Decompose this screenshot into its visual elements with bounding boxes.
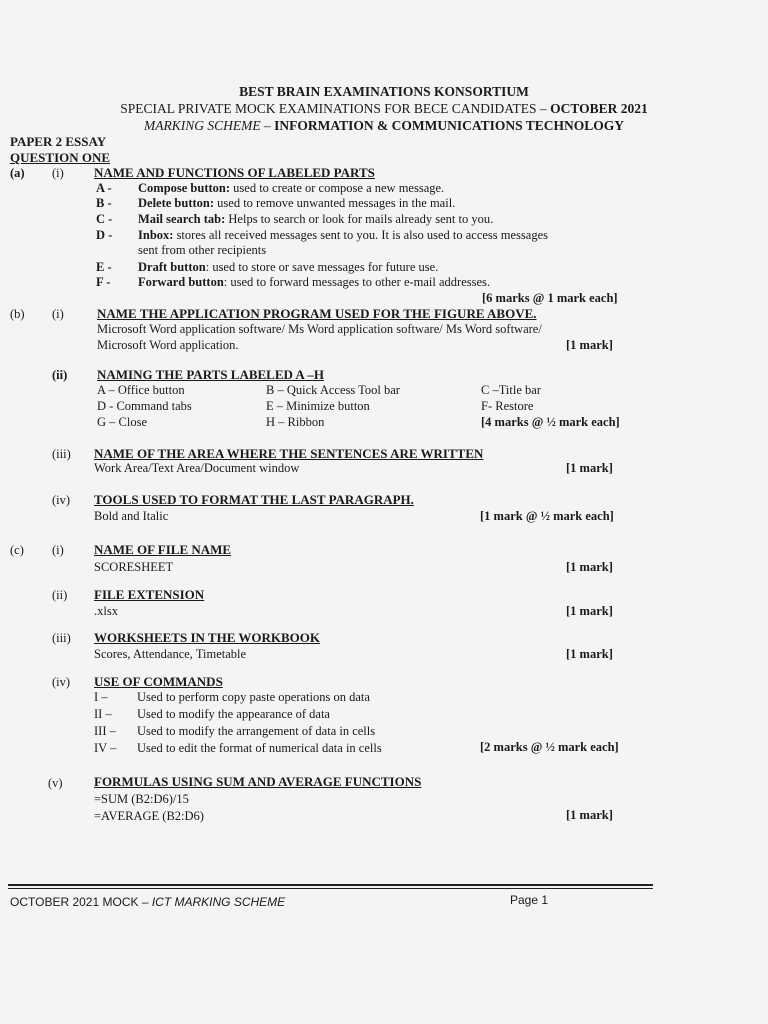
marks-label: [1 mark]: [566, 808, 613, 822]
list-item: Delete button: used to remove unwanted messages in the mail.: [138, 196, 456, 210]
command-text: Used to modify the appearance of data: [137, 707, 330, 721]
institution-title: BEST BRAIN EXAMINATIONS KONSORTIUM: [239, 84, 529, 99]
part-item: C –Title bar: [481, 383, 541, 397]
command-num: II –: [94, 707, 112, 721]
item-letter: C -: [96, 212, 113, 226]
answer-text: SCORESHEET: [94, 560, 174, 574]
exam-subtitle: SPECIAL PRIVATE MOCK EXAMINATIONS FOR BECE CANDIDATES – OCTOBER 2021: [120, 101, 648, 116]
section-b-ii-heading: NAMING THE PARTS LABELED A –H: [97, 367, 324, 382]
section-c-i-sub: (i): [52, 543, 64, 557]
part-item: A – Office button: [97, 383, 185, 397]
item-letter: E -: [96, 260, 112, 274]
part-item: E – Minimize button: [266, 399, 370, 413]
section-c-iii-sub: (iii): [52, 631, 71, 645]
marks-label: [6 marks @ 1 mark each]: [482, 291, 618, 305]
section-b-iii-heading: NAME OF THE AREA WHERE THE SENTENCES ARE WRITTEN: [94, 446, 484, 461]
item-letter: A -: [96, 181, 112, 195]
section-a-sub: (i): [52, 166, 64, 180]
part-item: F- Restore: [481, 399, 534, 413]
item-letter: F -: [96, 275, 111, 289]
part-item: D - Command tabs: [97, 399, 192, 413]
command-num: I –: [94, 690, 108, 704]
command-num: IV –: [94, 741, 117, 755]
section-b-ii-sub: (ii): [52, 368, 68, 382]
answer-text: Bold and Italic: [94, 509, 169, 523]
formula-text: =SUM (B2:D6)/15: [94, 792, 189, 806]
command-num: III –: [94, 724, 116, 738]
list-item: Mail search tab: Helps to search or look for mails already sent to you.: [138, 212, 494, 226]
marks-label: [1 mark]: [566, 647, 613, 661]
command-text: Used to perform copy paste operations on data: [137, 690, 370, 704]
section-c-i-heading: NAME OF FILE NAME: [94, 542, 232, 557]
section-c-label: (c): [10, 543, 24, 557]
formula-text: =AVERAGE (B2:D6): [94, 809, 204, 823]
section-b-i-heading: NAME THE APPLICATION PROGRAM USED FOR THE FIGURE ABOVE.: [97, 306, 537, 321]
command-text: Used to edit the format of numerical data in cells: [137, 741, 382, 755]
scheme-title: MARKING SCHEME – INFORMATION & COMMUNICATIONS TECHNOLOGY: [144, 118, 624, 133]
section-c-iv-sub: (iv): [52, 675, 71, 689]
list-item-continuation: sent from other recipients: [138, 243, 267, 257]
section-b-i-sub: (i): [52, 307, 64, 321]
section-a-label: (a): [10, 166, 25, 180]
section-b-iii-sub: (iii): [52, 447, 71, 461]
footer-left: OCTOBER 2021 MOCK – ICT MARKING SCHEME: [10, 895, 286, 909]
part-item: B – Quick Access Tool bar: [266, 383, 400, 397]
section-c-iv-heading: USE OF COMMANDS: [94, 674, 223, 689]
section-c-iii-heading: WORKSHEETS IN THE WORKBOOK: [94, 630, 320, 645]
footer-rule: [8, 888, 653, 889]
marks-label: [2 marks @ ½ mark each]: [480, 740, 619, 754]
section-c-ii-sub: (ii): [52, 588, 68, 602]
question-label: QUESTION ONE: [10, 150, 111, 165]
section-a-heading: NAME AND FUNCTIONS OF LABELED PARTS: [94, 165, 375, 180]
list-item: Compose button: used to create or compose a new message.: [138, 181, 445, 195]
list-item: Inbox: stores all received messages sent to you. It is also used to access messages: [138, 228, 548, 242]
command-text: Used to modify the arrangement of data in cells: [137, 724, 376, 738]
answer-text: .xlsx: [94, 604, 118, 618]
part-item: G – Close: [97, 415, 147, 429]
section-c-v-heading: FORMULAS USING SUM AND AVERAGE FUNCTIONS: [94, 774, 422, 789]
answer-text: Work Area/Text Area/Document window: [94, 461, 300, 475]
footer-rule: [8, 884, 653, 886]
answer-text: Scores, Attendance, Timetable: [94, 647, 247, 661]
marks-label: [1 mark]: [566, 560, 613, 574]
list-item: Draft button: used to store or save messages for future use.: [138, 260, 439, 274]
section-c-ii-heading: FILE EXTENSION: [94, 587, 205, 602]
section-b-iv-heading: TOOLS USED TO FORMAT THE LAST PARAGRAPH.: [94, 492, 414, 507]
section-b-iv-sub: (iv): [52, 493, 71, 507]
list-item: Forward button: used to forward messages to other e-mail addresses.: [138, 275, 491, 289]
marks-label: [4 marks @ ½ mark each]: [481, 415, 620, 429]
part-item: H – Ribbon: [266, 415, 325, 429]
marks-label: [1 mark @ ½ mark each]: [480, 509, 614, 523]
item-letter: B -: [96, 196, 112, 210]
item-letter: D -: [96, 228, 113, 242]
answer-text: Microsoft Word application software/ Ms Word application software/ Ms Word software/: [97, 322, 542, 336]
marks-label: [1 mark]: [566, 338, 613, 352]
paper-label: PAPER 2 ESSAY: [10, 134, 107, 149]
marks-label: [1 mark]: [566, 604, 613, 618]
answer-text: Microsoft Word application.: [97, 338, 239, 352]
section-b-label: (b): [10, 307, 25, 321]
page-number: Page 1: [510, 893, 549, 907]
marks-label: [1 mark]: [566, 461, 613, 475]
section-c-v-sub: (v): [48, 776, 63, 790]
